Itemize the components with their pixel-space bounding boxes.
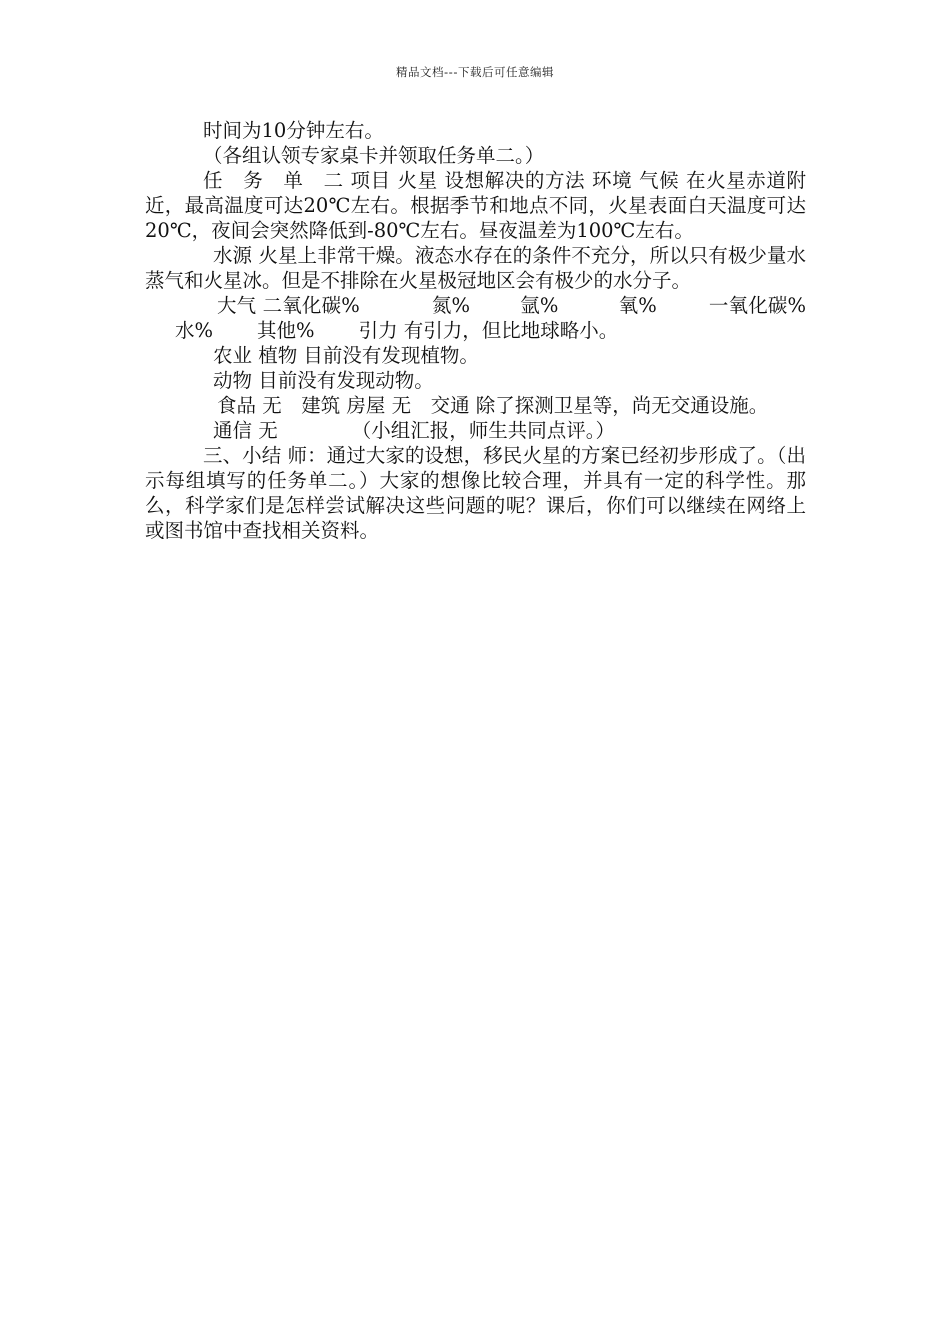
- paragraph-communication: [145, 418, 806, 443]
- atmosphere-other: 其他%: [257, 319, 315, 342]
- atmosphere-o2: 氧%: [618, 294, 657, 317]
- atmosphere-co: 一氧化碳%: [708, 294, 807, 317]
- paragraph-water: 水源 火星上非常干燥。液态水存在的条件不充分，所以只有极少量水蒸气和火星冰。但是不排除在火星极冠地区会有极少的水分子。: [145, 244, 806, 292]
- group-report: （小组汇报，师生共同点评。）: [351, 419, 615, 442]
- gravity: 引力 有引力，但比地球略小。: [358, 319, 619, 342]
- page-header: 精品文档---下载后可任意编辑: [396, 65, 554, 79]
- document-body: [145, 118, 806, 543]
- atmosphere-water: 水%: [175, 319, 214, 342]
- paragraph-food-building-traffic: 食品 无 建筑 房屋 无 交通 除了探测卫星等，尚无交通设施。: [217, 394, 769, 417]
- paragraph-task-sheet-climate: 任 务 单 二 项目 火星 设想解决的方法 环境 气候 在火星赤道附近，最高温度可达20℃左右。根据季节和地点不同，火星表面白天温度可达20℃，夜间会突然降低到-80℃左右。昼夜温差为100℃左右。: [145, 169, 806, 242]
- paragraph-claim-cards: （各组认领专家桌卡并领取任务单二。）: [203, 144, 545, 167]
- atmosphere-n2: 氮%: [431, 294, 471, 317]
- communication: 通信 无: [213, 419, 278, 442]
- paragraph-atmosphere: [145, 293, 806, 343]
- paragraph-agriculture: 农业 植物 目前没有发现植物。: [213, 344, 479, 367]
- atmosphere-co2: 大气 二氧化碳%: [217, 294, 360, 317]
- paragraph-summary: 三、小结 师：通过大家的设想，移民火星的方案已经初步形成了。（出示每组填写的任务单二。）大家的想像比较合理，并具有一定的科学性。那么，科学家们是怎样尝试解决这些问题的呢？课后，你们可以继续在网络上或图书馆中查找相关资料。: [145, 444, 806, 542]
- atmosphere-ar: 氩%: [520, 294, 559, 317]
- paragraph-animals: 动物 目前没有发现动物。: [213, 369, 434, 392]
- paragraph-time: 时间为10分钟左右。: [203, 119, 384, 142]
